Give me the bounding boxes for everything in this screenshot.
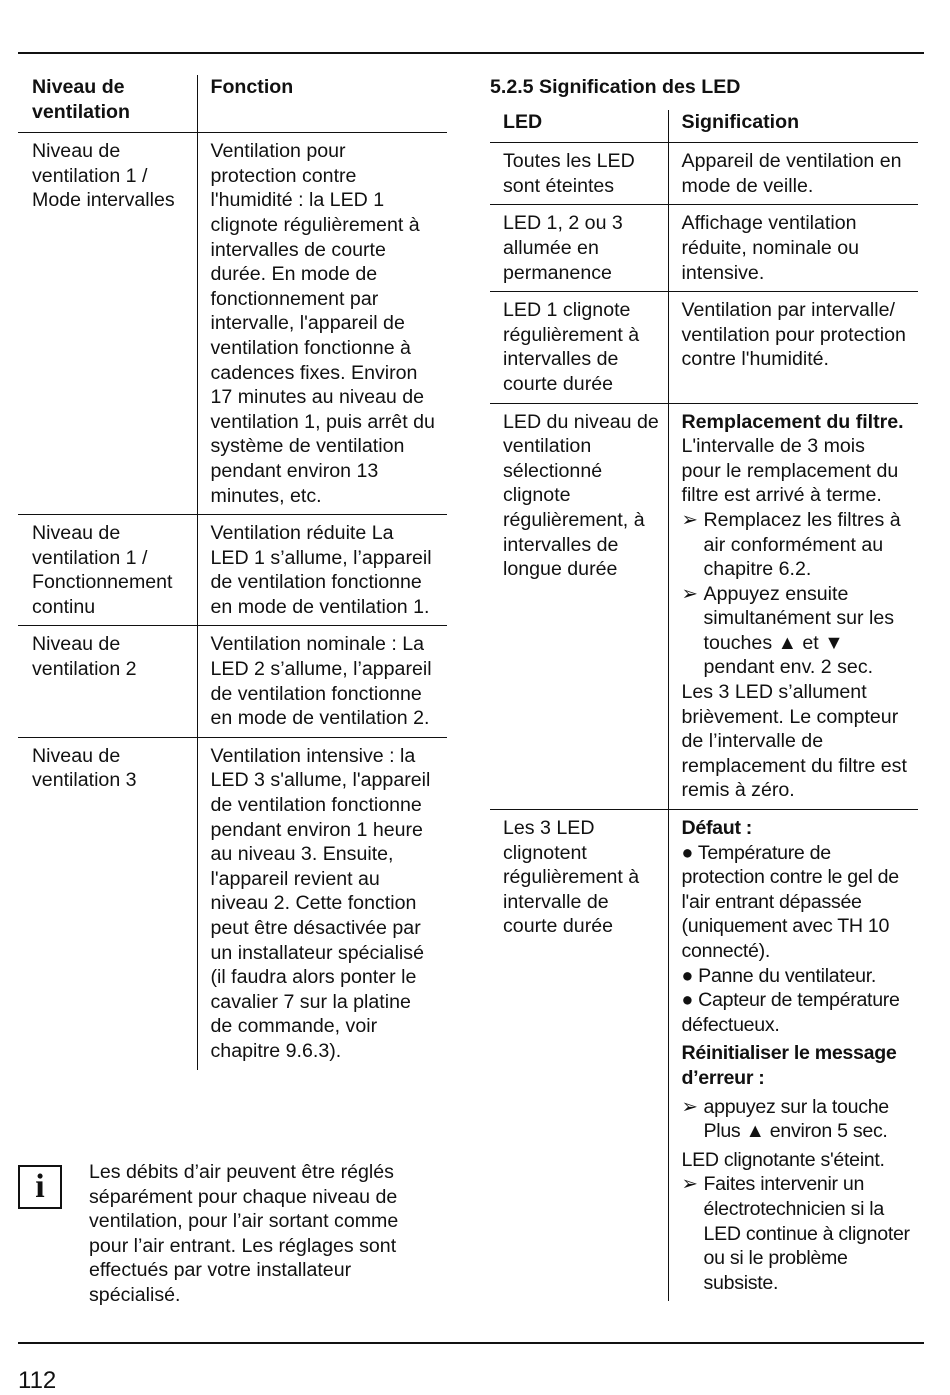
header-led: LED [490,110,668,143]
row-level: Niveau de ventilation 2 [18,626,197,737]
table-row [490,292,918,403]
top-rule [18,52,924,54]
row-meaning: Ventilation par intervalle/ ventilation pour protection contre l'humidité. [668,292,918,403]
fault-item: ● Capteur de température défectueux. [681,989,900,1036]
step-text: Faites intervenir un électrotechnicien si la LED continue à clignoter ou si le problème subsiste. [703,1173,910,1294]
led-off-text: LED clignotante s'éteint. [681,1148,885,1171]
arrow-icon: ➢ [681,582,698,605]
left-column [18,75,447,1070]
step-text: Remplacez les filtres à air conformément au chapitre 6.2. [703,508,901,581]
step-item [682,1172,911,1295]
fault-item: ● Température de protection contre le gel de l'air entrant dépassée (uniquement avec TH 10 connecté). [681,841,899,962]
after-steps-text: Les 3 LED s’allument brièvement. Le compteur de l’intervalle de remplacement du filtre est remis à zéro. [681,681,907,802]
step-item [682,1095,911,1144]
table-header-row [18,75,447,133]
header-meaning: Signification [668,110,918,143]
row-function: Ventilation pour protection contre l'humidité : la LED 1 clignote régulièrement à intervalles de courte durée. En mode de fonctionnement par intervalle, l'appareil de ventilation fonctionne à cadences fixes. Environ 17 minutes au niveau de ventilation 1, puis arrêt du système de ventilation pendant environ 13 minutes, etc. [197,133,447,515]
info-icon: i [18,1165,62,1209]
row-level: Niveau de ventilation 1 / Fonctionnement continu [18,515,197,626]
row-led: LED 1 clignote régulièrement à intervalles de courte durée [490,292,668,403]
page-number: 112 [18,1367,57,1394]
info-note: Les débits d’air peuvent être réglés séparément pour chaque niveau de ventilation, pour l’air sortant comme pour l’air entrant. Les réglages sont effectués par votre installateur spécialisé. [89,1161,399,1306]
table-row [18,626,447,737]
arrow-icon: ➢ [681,1173,698,1196]
fault-item: ● Panne du ventilateur. [681,964,876,987]
row-meaning [668,810,918,1302]
table-header-row [490,110,918,143]
filter-replacement-title: Remplacement du filtre. [681,410,904,433]
step-item [682,508,909,582]
default-title: Défaut : [681,817,753,840]
step-text: Appuyez ensuite simultanément sur les touches ▲ et ▼ pendant env. 2 sec. [703,582,895,679]
row-led: LED 1, 2 ou 3 allumée en permanence [490,205,668,292]
section-title: 5.2.5 Signification des LED [490,76,741,98]
row-meaning: Appareil de ventilation en mode de veille. [668,143,918,205]
bottom-rule [18,1342,924,1344]
arrow-icon: ➢ [681,1095,698,1118]
arrow-icon: ➢ [681,508,698,531]
header-level: Niveau de ventilation [18,75,197,133]
row-function: Ventilation intensive : la LED 3 s'allume, l'appareil de ventilation fonctionne pendant environ 1 heure au niveau 3. Ensuite, l'appareil revient au niveau 2. Cette fonction peut être désactivée par un installateur spécialisé (il faudra alors ponter le cavalier 7 sur la platine de commande, voir chapitre 9.6.3). [210,744,431,1062]
row-function: Ventilation réduite La LED 1 s’allume, l’appareil de ventilation fonctionne en mode de ventilation 1. [197,515,447,626]
row-led: Toutes les LED sont éteintes [490,143,668,205]
filter-replacement-text: L'intervalle de 3 mois pour le remplacement du filtre est arrivé à terme. [681,435,899,507]
table-row [18,515,447,626]
row-led: LED du niveau de ventilation sélectionné clignote régulièrement, à intervalles de longue durée [490,403,668,810]
table-row [490,810,918,1302]
ventilation-level-table [18,75,447,1070]
row-function: Ventilation nominale : La LED 2 s’allume, l’appareil de ventilation fonctionne en mode de ventilation 2. [197,626,447,737]
led-meaning-table [490,110,918,1302]
row-meaning [668,403,918,810]
table-row [18,133,447,515]
header-function: Fonction [197,75,447,133]
table-row [490,403,918,810]
row-level: Niveau de ventilation 1 / Mode intervalles [18,133,197,515]
table-row [18,737,447,1069]
step-text: appuyez sur la touche Plus ▲ environ 5 sec. [703,1095,889,1143]
row-led: Les 3 LED clignotent régulièrement à intervalle de courte durée [490,810,668,1302]
right-column [490,75,918,1301]
table-row [490,143,918,205]
step-item [682,582,909,680]
reset-title: Réinitialiser le message d’erreur : [681,1042,897,1089]
table-row [490,205,918,292]
row-level: Niveau de ventilation 3 [18,737,197,1069]
row-meaning: Affichage ventilation réduite, nominale ou intensive. [668,205,918,292]
